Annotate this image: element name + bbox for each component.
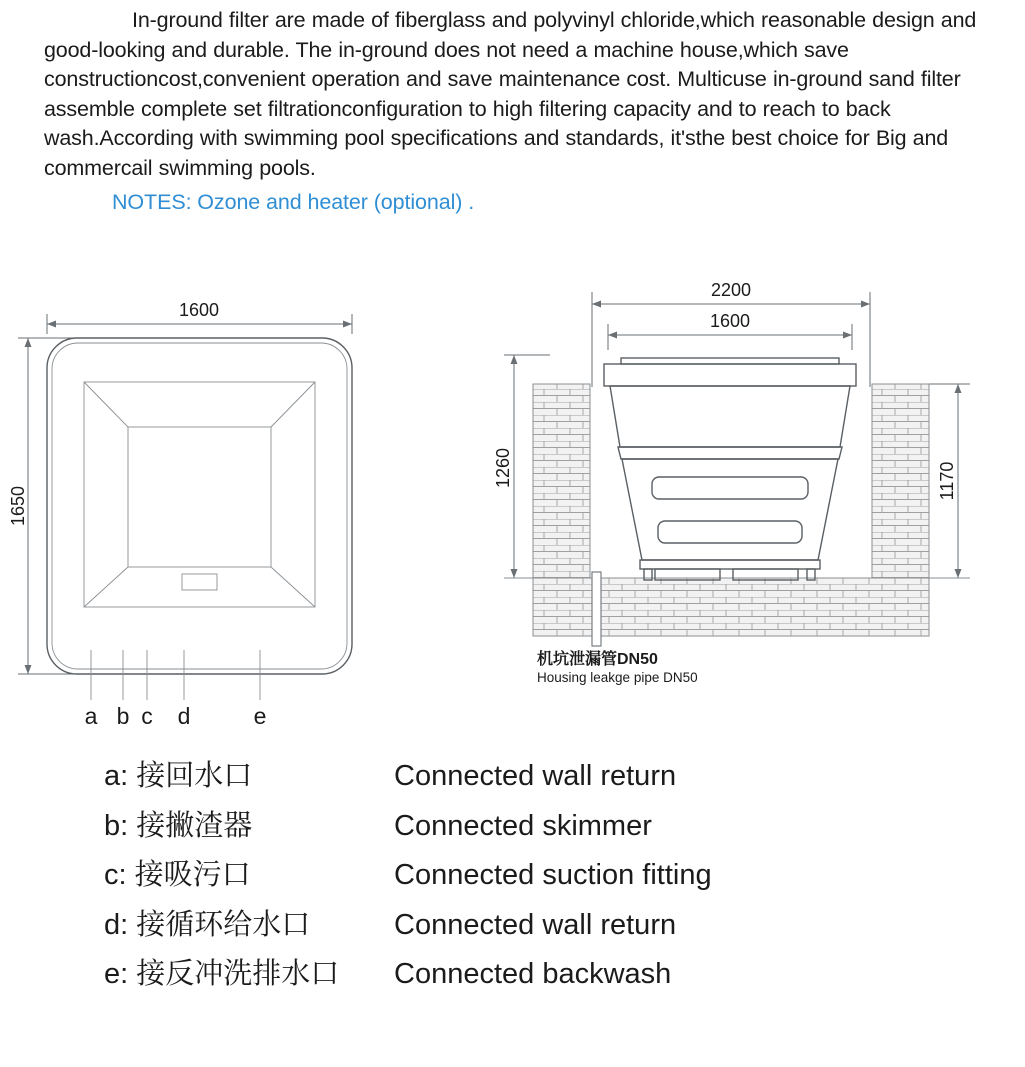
- vessel-lid-plate: [621, 358, 839, 364]
- port-label-c: c: [141, 703, 153, 729]
- top-view-body-outline: [47, 338, 352, 674]
- section-vessel-width-dimension: [608, 311, 852, 350]
- legend-row: [104, 809, 964, 862]
- vessel-lid-rim: [604, 364, 856, 386]
- legend-key-a: a: 接回水口: [104, 760, 253, 792]
- right-brick-pillar: [872, 384, 929, 578]
- top-view-height-dimension: [8, 338, 88, 674]
- section-pit-width-dimension: [592, 280, 870, 387]
- leakage-pipe-caption-cn: 机坑泄漏管DN50: [537, 651, 658, 668]
- section-vessel-height-label: 1170: [937, 461, 957, 501]
- left-brick-pillar: [533, 384, 590, 578]
- legend-key-d: d: 接循环给水口: [104, 908, 311, 941]
- top-view-width-label: 1600: [178, 300, 220, 320]
- notes-line: NOTES: Ozone and heater (optional) .: [112, 189, 475, 214]
- vessel-lower-body: [622, 459, 838, 560]
- legend-en-a: Connected wall return: [394, 760, 677, 792]
- legend-row: [104, 960, 964, 1010]
- description-paragraph: In-ground filter are made of fiberglass and polyvinyl chloride,which reasonable design and good-looking and durable. The in-ground does not need a machine house,which save constructioncost,convenient operation and save maintenance cost. Multicuse in-ground sand filter assemble complete set filtrationconfiguration to high filtering capacity and to reach to back wash.According with swimming pool specifications and standards, it'sthe best choice for Big and commercail swimming pools.: [44, 8, 977, 180]
- leakage-pipe: [592, 572, 601, 646]
- leakage-pipe-caption-en: Housing leakge pipe DN50: [537, 670, 698, 685]
- top-view-port-leaders: [91, 650, 260, 700]
- legend-row: [104, 861, 964, 911]
- vessel-base-plate: [640, 560, 820, 569]
- legend-en-e: Connected backwash: [394, 958, 672, 990]
- port-label-b: b: [116, 703, 130, 729]
- vessel-mid-collar: [618, 447, 842, 459]
- vessel-upper-shell: [610, 386, 850, 447]
- section-pit-width-label: 2200: [710, 280, 752, 300]
- top-view-port-labels: [85, 703, 267, 729]
- port-label-d: d: [177, 703, 191, 729]
- port-label-a: a: [84, 703, 98, 729]
- legend-row: [104, 762, 964, 812]
- section-pit-depth-label: 1260: [493, 447, 513, 489]
- top-view-width-dimension: [47, 300, 352, 334]
- drawings-area: [0, 272, 1025, 742]
- vessel-panel-upper: [652, 477, 808, 499]
- legend-en-b: Connected skimmer: [394, 809, 652, 842]
- port-legend-table: [104, 762, 964, 1010]
- top-view-drawing: [0, 272, 470, 742]
- top-view-outlet-rect: [182, 574, 217, 590]
- description-block: [44, 6, 994, 217]
- top-view-height-label: 1650: [8, 485, 28, 527]
- legend-en-d: Connected wall return: [394, 908, 677, 941]
- section-vessel-width-label: 1600: [709, 311, 751, 331]
- legend-key-c: c: 接吸污口: [104, 859, 251, 891]
- port-label-e: e: [253, 703, 267, 729]
- section-view-drawing: [492, 272, 1025, 712]
- legend-key-b: b: 接撇渣器: [104, 809, 253, 842]
- top-view-funnel: [84, 382, 315, 607]
- legend-key-e: e: 接反冲洗排水口: [104, 958, 340, 990]
- vessel-panel-lower: [658, 521, 802, 543]
- legend-en-c: Connected suction fitting: [394, 859, 712, 891]
- legend-row: [104, 908, 964, 961]
